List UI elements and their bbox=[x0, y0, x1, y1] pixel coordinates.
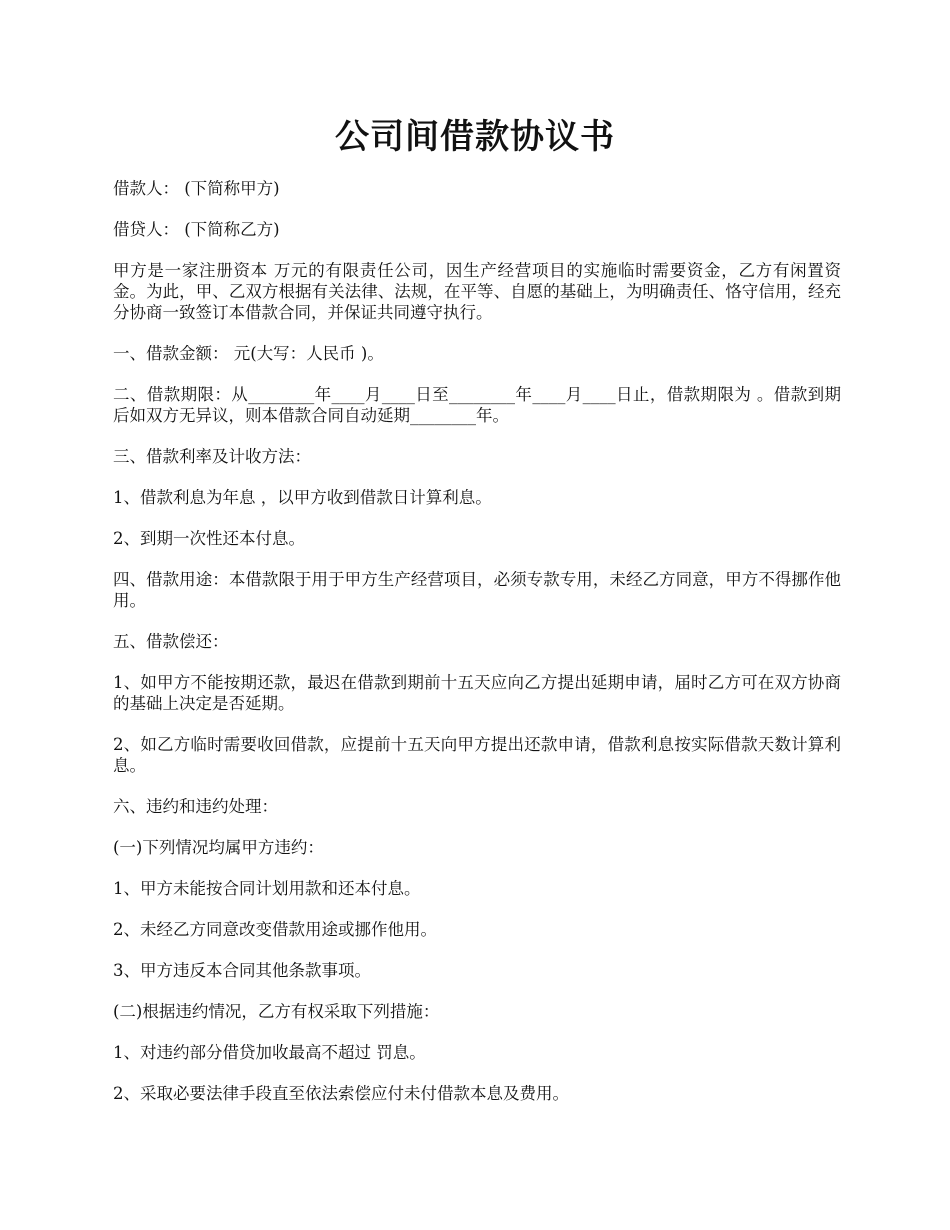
paragraph-breach-heading: 六、违约和违约处理： bbox=[113, 797, 278, 816]
paragraph-preamble: 甲方是一家注册资本 万元的有限责任公司，因生产经营项目的实施临时需要资金，乙方有闲置资金。为此，甲、乙双方根据有关法律、法规，在平等、自愿的基础上，为明确责任、恪守信用，经充分协商一致签订本借款合同，并保证共同遵守执行。 bbox=[113, 261, 841, 322]
paragraph-breach-sub-1: (一)下列情况均属甲方违约： bbox=[113, 838, 324, 857]
paragraph-measure-item-2: 2、采取必要法律手段直至依法索偿应付未付借款本息及费用。 bbox=[113, 1084, 569, 1103]
paragraph-breach-item-3: 3、甲方违反本合同其他条款事项。 bbox=[113, 961, 371, 980]
paragraph-measure-item-1: 1、对违约部分借贷加收最高不超过 罚息。 bbox=[113, 1043, 426, 1062]
paragraph-repayment-heading: 五、借款偿还： bbox=[113, 632, 229, 651]
paragraph-repayment-item-1: 1、如甲方不能按期还款，最迟在借款到期前十五天应向乙方提出延期申请，届时乙方可在双方协商的基础上决定是否延期。 bbox=[113, 673, 841, 713]
paragraph-interest-heading: 三、借款利率及计收方法： bbox=[113, 447, 311, 466]
paragraph-interest-item-2: 2、到期一次性还本付息。 bbox=[113, 529, 305, 548]
paragraph-loan-term: 二、借款期限：从________年____月____日至________年____月____日止，借款期限为 。借款到期后如双方无异议，则本借款合同自动延期________年。 bbox=[113, 385, 841, 425]
paragraph-loan-purpose: 四、借款用途：本借款限于用于甲方生产经营项目，必须专款专用，未经乙方同意，甲方不得挪作他用。 bbox=[113, 570, 841, 610]
document-body bbox=[113, 178, 841, 1124]
paragraph-breach-sub-2: (二)根据违约情况，乙方有权采取下列措施： bbox=[113, 1002, 440, 1021]
paragraph-breach-item-1: 1、甲方未能按合同计划用款和还本付息。 bbox=[113, 879, 421, 898]
paragraph-loan-amount: 一、借款金额： 元(大写：人民币 )。 bbox=[113, 344, 384, 363]
paragraph-interest-item-1: 1、借款利息为年息 ，以甲方收到借款日计算利息。 bbox=[113, 488, 492, 507]
paragraph-breach-item-2: 2、未经乙方同意改变借款用途或挪作他用。 bbox=[113, 920, 437, 939]
paragraph-repayment-item-2: 2、如乙方临时需要收回借款，应提前十五天向甲方提出还款申请，借款利息按实际借款天数计算利息。 bbox=[113, 735, 841, 775]
document-title: 公司间借款协议书 bbox=[335, 117, 615, 157]
paragraph-borrower: 借款人： (下简称甲方) bbox=[113, 179, 280, 198]
paragraph-lender: 借贷人： (下简称乙方) bbox=[113, 220, 280, 239]
